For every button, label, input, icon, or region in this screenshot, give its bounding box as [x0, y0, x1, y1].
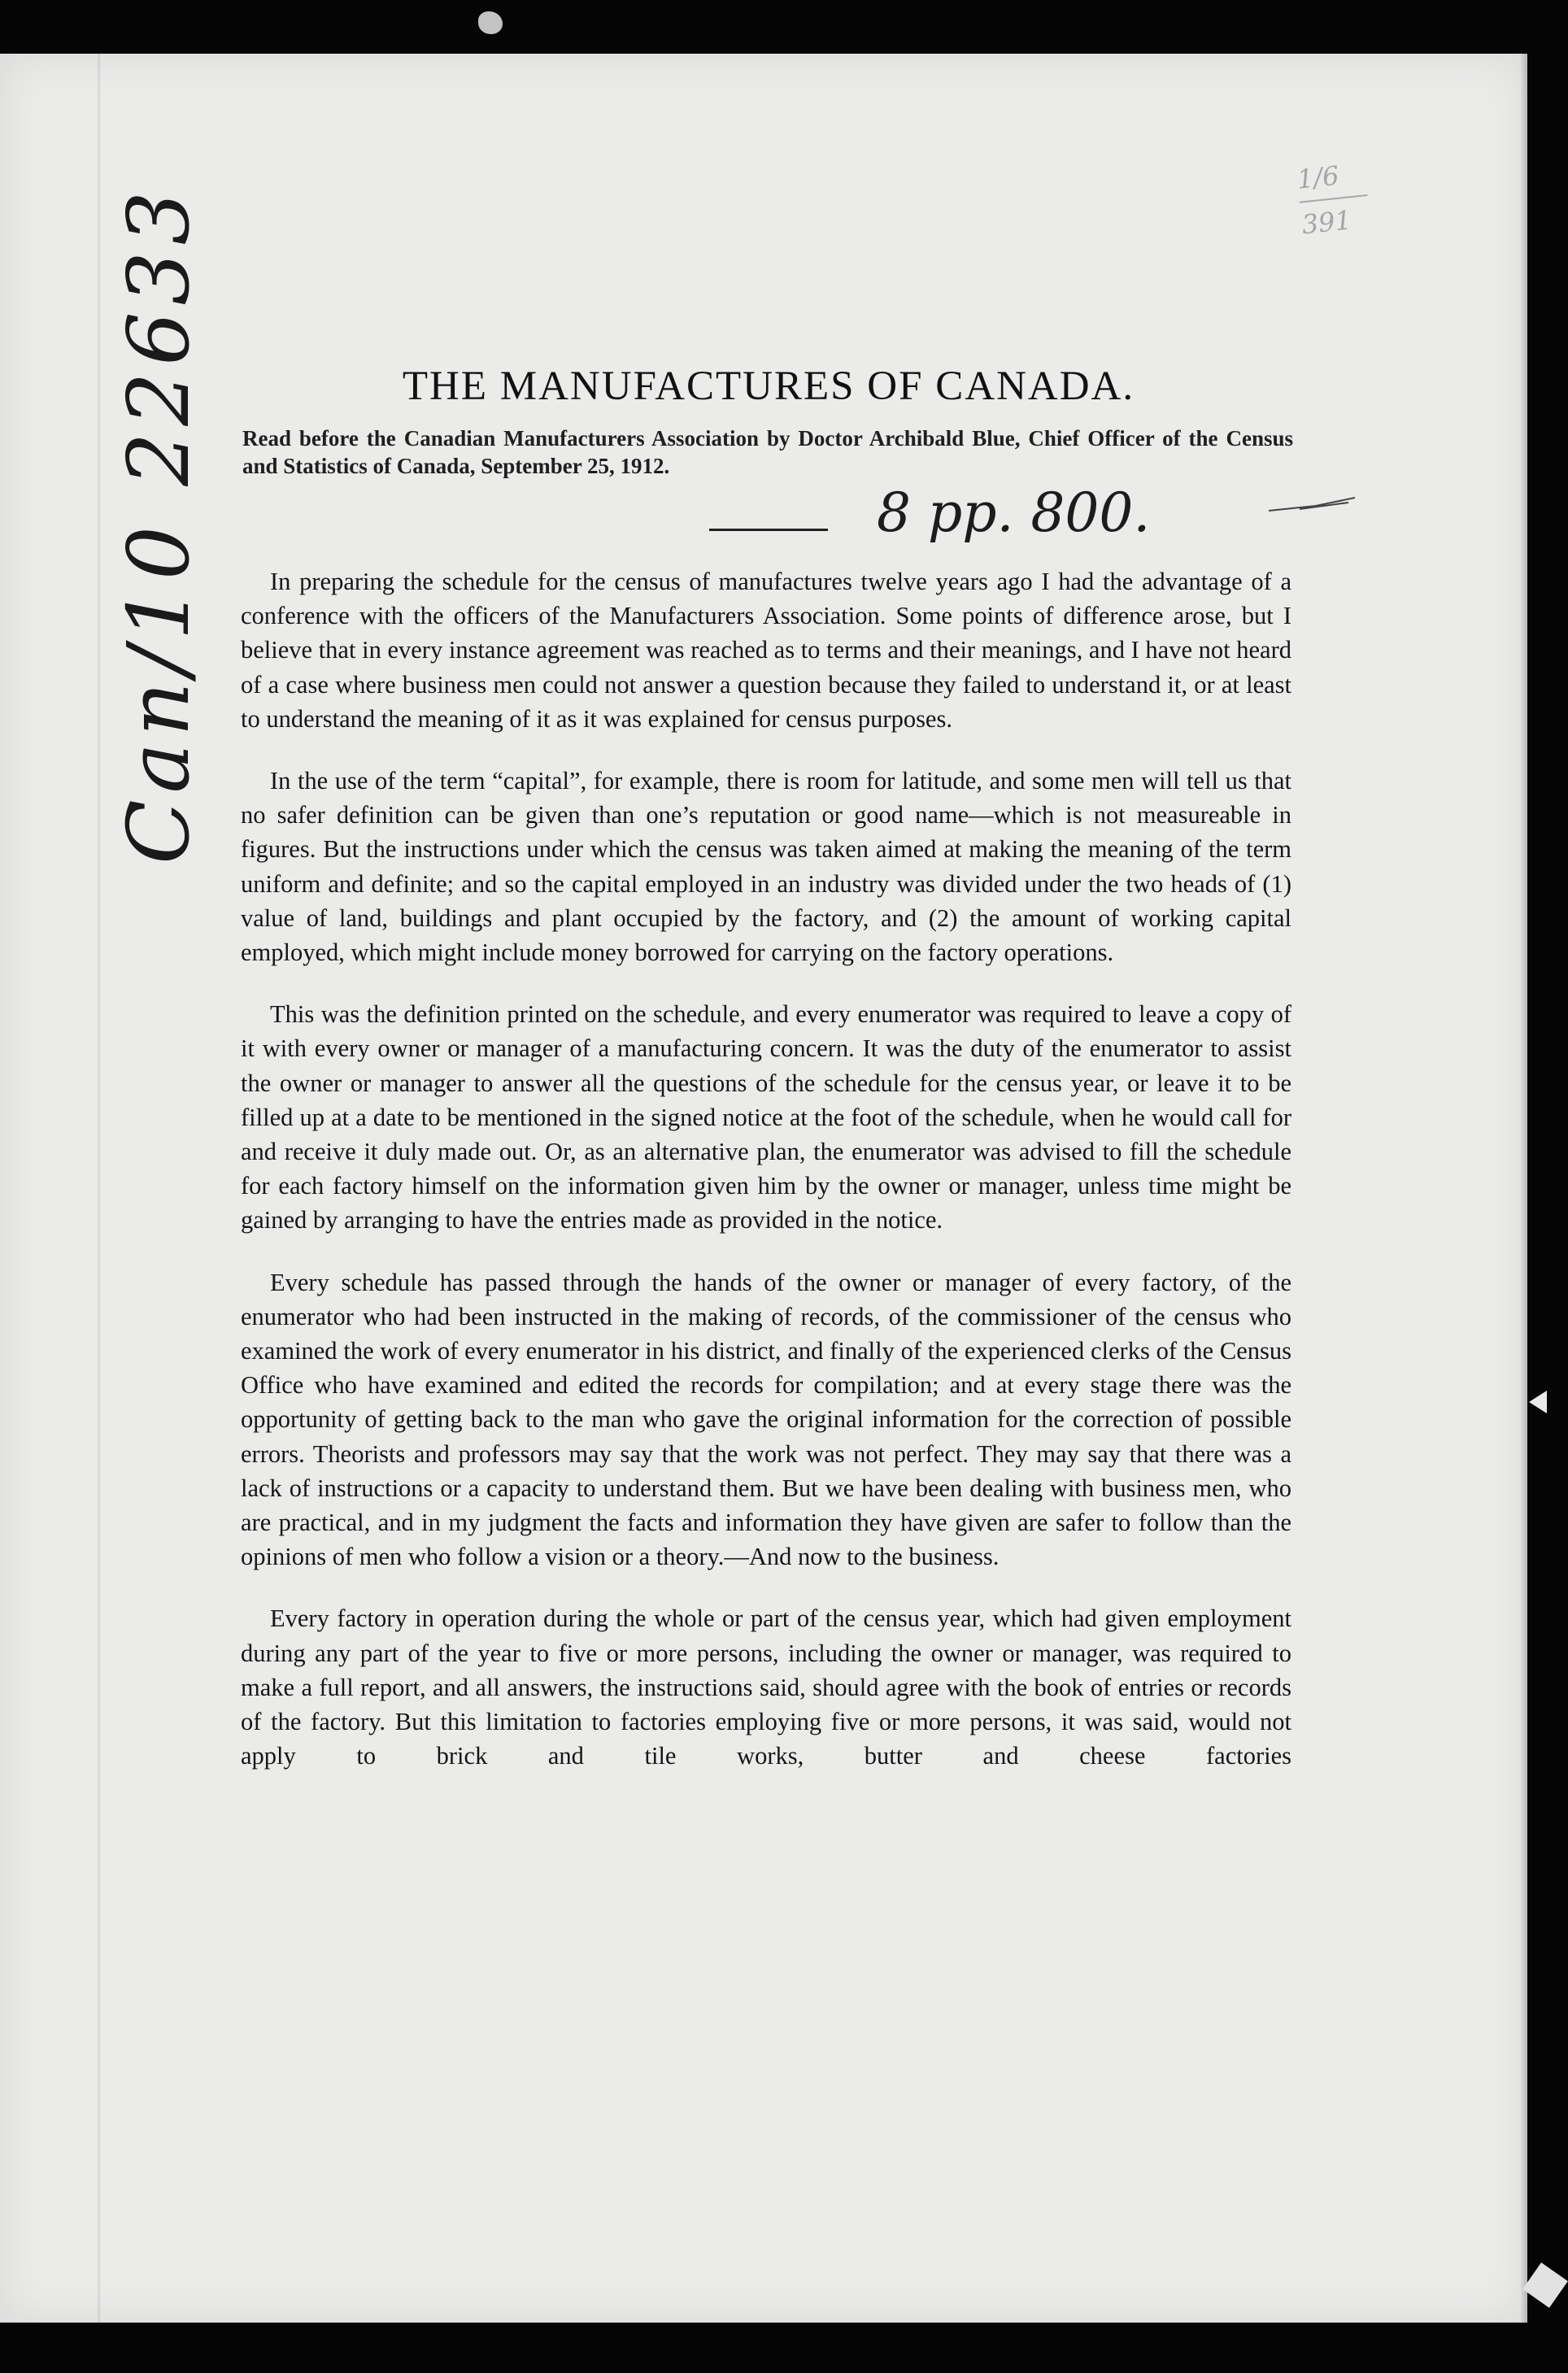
page-right-edge: [1521, 54, 1527, 2323]
paragraph: In the use of the term “capital”, for example, there is room for latitude, and some men will tell us that no safer definition can be given than one’s reputation or good name—which is not measureable in figures. But the instructions under which the census was taken aimed at making the meaning of the term uniform and definite; and so the capital employed in an industry was divided under the two heads of (1) value of land, buildings and plant occupied by the factory, and (2) the amount of working capital employed, which might include money borrowed for carrying on the factory operations.: [241, 767, 1291, 967]
paragraph: Every schedule has passed through the hands of the owner or manager of every factory, of the enumerator who had been instructed in the making of records, of the commissioner of the census who examined the work of every enumerator in his district, and finally of the experienced clerks of the Census Office who have examined and edited the records for compilation; and at every stage there was the opportunity of getting back to the man who gave the original information for the correction of possible errors. Theorists and professors may say that the work was not perfect. They may say that there was a lack of instructions or a capacity to understand them. But we have been dealing with business men, who are practical, and in my judgment the facts and information they have given are safer to follow than the opinions of men who follow a vision or a theory.—And now to the business.: [241, 1268, 1291, 1571]
handwritten-page-count-note: 8 pp. 800.: [877, 481, 1151, 544]
corner-pencil-note: [1296, 152, 1394, 250]
margin-catalog-number: [81, 185, 236, 864]
byline-dash-rule: [709, 529, 828, 531]
paragraph: In preparing the schedule for the census of manufactures twelve years ago I had the advantage of a conference with the officers of the Manufacturers Association. Some points of difference arose, but I believe that in every instance agreement was reached as to terms and their meanings, and I have not heard of a case where business men could not answer a question because they failed to understand it, or at least to understand the meaning of it as it was explained for census purposes.: [241, 568, 1291, 733]
margin-catalog-number-text: Can/10 22633: [109, 185, 208, 864]
film-top-mark: [478, 11, 503, 34]
corner-note-bottom: 391: [1300, 204, 1353, 241]
corner-note-top: 1/6: [1295, 159, 1341, 195]
paragraph: This was the definition printed on the schedule, and every enumerator was required to leave a copy of it with every owner or manager of a manufacturing concern. It was the duty of the enumerator to assist the owner or manager to answer all the questions of the schedule for the census year, or leave it to be filled up at a date to be mentioned in the signed notice at the foot of the schedule, when he would call for and receive it duly made out. Or, as an alternative plan, the enumerator was advised to fill the schedule for each factory himself on the information given him by the owner or manager, unless time might be gained by arranging to have the entries made as provided in the notice.: [241, 1000, 1291, 1234]
film-corner-flag: [1522, 2262, 1568, 2308]
document-title: THE MANUFACTURES OF CANADA.: [402, 364, 1135, 410]
pen-stroke-mark: [1267, 494, 1357, 514]
film-edge-notch: [1529, 1391, 1547, 1413]
document-body: [241, 564, 1291, 1801]
document-byline: Read before the Canadian Manufacturers Association by Doctor Archibald Blue, Chief Officer of the Census and Statistics of Canada, September 25, 1912.: [242, 426, 1293, 478]
paragraph: Every factory in operation during the whole or part of the census year, which had given employment during any part of the year to five or more persons, including the owner or manager, was required to make a full report, and all answers, the instructions said, should agree with the book of entries or records of the factory. But this limitation to factories employing five or more persons, it was said, would not apply to brick and tile works, butter and cheese factories: [241, 1604, 1291, 1770]
